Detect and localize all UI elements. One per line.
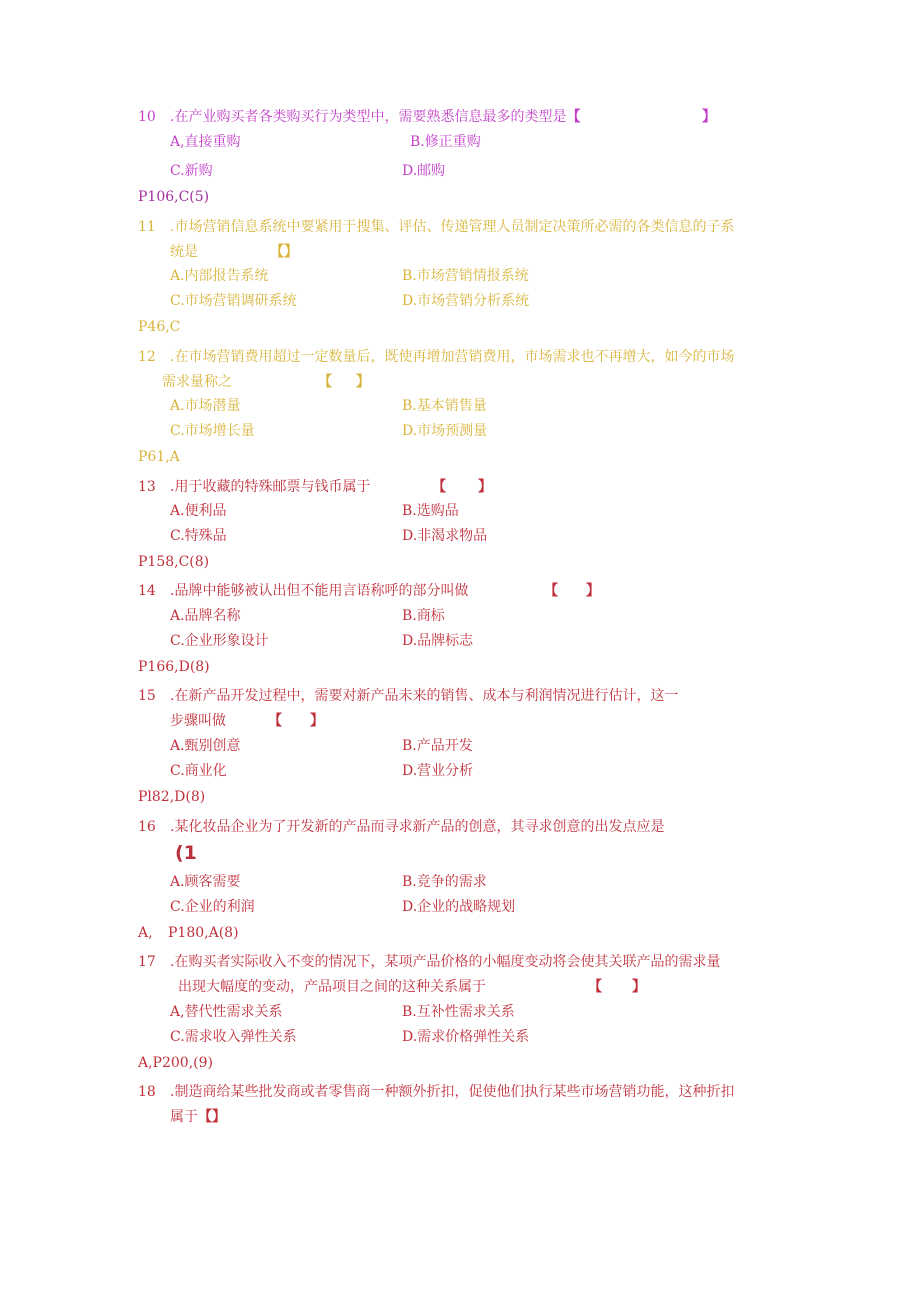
q11-option-c: C.市场营销调研系统: [170, 293, 297, 309]
q12-option-a: A.市场潜量: [170, 398, 241, 414]
q17-option-b: B.互补性需求关系: [402, 1004, 515, 1020]
q11-number: 11: [138, 219, 156, 235]
q17-option-c: C.需求收入弹性关系: [170, 1029, 297, 1045]
q18-text-1: .制造商给某些批发商或者零售商一种额外折扣，促使他们执行某些市场营销功能，这种折扣: [170, 1084, 735, 1100]
q10-bracket-open: 【: [566, 109, 581, 125]
q17-answer: A,P200,(9): [138, 1055, 213, 1071]
q12-bracket-close: 】: [356, 374, 370, 390]
q15-option-d: D.营业分析: [402, 763, 474, 779]
q13-option-d: D.非渴求物品: [402, 528, 488, 544]
q12-stem: [138, 348, 734, 366]
q14-answer: P166,D(8): [138, 659, 210, 675]
q13-bracket-close: 】: [478, 479, 492, 495]
q18-number: 18: [138, 1084, 156, 1100]
q10-text: .在产业购买者各类购买行为类型中，需要熟悉信息最多的类型是: [170, 109, 567, 125]
q14-option-a: A.品牌名称: [170, 608, 241, 624]
q10-option-c: C.新购: [170, 163, 213, 179]
q10-answer: P106,C(5): [138, 189, 210, 205]
q15-text-1: .在新产品开发过程中，需要对新产品未来的销售、成本与利润情况进行估计，这一: [170, 688, 679, 704]
q14-bracket-open: 【: [544, 583, 558, 599]
q14-option-d: D.品牌标志: [402, 633, 474, 649]
q12-option-d: D.市场预测量: [402, 423, 488, 439]
q16-option-d: D.企业的战略规划: [402, 899, 516, 915]
q11-stem-2: 统是: [170, 244, 198, 260]
q17-stem: [138, 953, 720, 971]
q10-bracket-close: 】: [702, 109, 716, 125]
q12-bracket-open: 【: [318, 374, 332, 390]
q13-bracket-open: 【: [432, 479, 446, 495]
q13-text: .用于收藏的特殊邮票与钱币属于: [170, 479, 371, 495]
q14-text: .品牌中能够被认出但不能用言语称呼的部分叫做: [170, 583, 469, 599]
q17-number: 17: [138, 954, 156, 970]
q16-option-c: C.企业的利润: [170, 899, 255, 915]
q16-bracket: (1: [175, 842, 197, 864]
q11-bracket: 【】: [270, 244, 298, 260]
q15-option-a: A.甄别创意: [170, 738, 241, 754]
q15-bracket-close: 】: [310, 713, 324, 729]
q10-option-a: A,直接重购: [170, 134, 241, 150]
q16-answer: P180,A(8): [168, 925, 239, 941]
q18-bracket: 【】: [198, 1109, 226, 1125]
q16-text: .某化妆品企业为了开发新的产品而寻求新产品的创意，其寻求创意的出发点应是: [170, 819, 665, 835]
q16-option-a: A.顾客需要: [170, 874, 241, 890]
q17-text-1: .在购买者实际收入不变的情况下，某项产品价格的小幅度变动将会使其关联产品的需求量: [170, 954, 721, 970]
q17-option-a: A,替代性需求关系: [170, 1004, 283, 1020]
q17-bracket-close: 】: [632, 979, 646, 995]
q17-bracket-open: 【: [588, 979, 602, 995]
q10-option-b: B.修正重购: [410, 134, 481, 150]
q12-answer: P61,A: [138, 449, 180, 465]
q13-option-c: C.特殊品: [170, 528, 227, 544]
q11-option-a: A.内部报告系统: [170, 268, 269, 284]
q11-option-b: B.市场营销情报系统: [402, 268, 529, 284]
q14-number: 14: [138, 583, 156, 599]
q12-option-b: B.基本销售量: [402, 398, 487, 414]
q12-option-c: C.市场增长量: [170, 423, 255, 439]
q15-stem-2: 步骤叫做: [170, 713, 226, 729]
q16-answer-prefix: A,: [138, 925, 153, 941]
q13-stem: [138, 478, 370, 496]
q10-option-d: D.邮购: [402, 163, 446, 179]
q15-answer: Pl82,D(8): [138, 789, 206, 805]
q13-answer: P158,C(8): [138, 554, 210, 570]
q17-stem-2: 出现大幅度的变动，产品项目之间的这种关系属于: [178, 979, 486, 995]
q16-option-b: B.竞争的需求: [402, 874, 487, 890]
q15-bracket-open: 【: [268, 713, 282, 729]
q12-stem-2: 需求量称之: [162, 374, 232, 390]
q12-text-1: .在市场营销费用超过一定数量后，既使再增加营销费用，市场需求也不再增大，如今的市场: [170, 349, 735, 365]
q18-stem-2: [170, 1108, 226, 1126]
q10-number: 10: [138, 109, 156, 125]
q12-number: 12: [138, 349, 156, 365]
q11-text-1: .市场营销信息系统中要紧用于搜集、评估、传递管理人员制定决策所必需的各类信息的子系: [170, 219, 735, 235]
q13-option-b: B.选购品: [402, 503, 459, 519]
q15-number: 15: [138, 688, 156, 704]
q10-stem: [138, 108, 580, 126]
q16-number: 16: [138, 819, 156, 835]
q15-stem: [138, 687, 678, 705]
q11-answer: P46,C: [138, 319, 181, 335]
q16-stem: [138, 818, 664, 836]
q13-option-a: A.便利品: [170, 503, 227, 519]
q17-option-d: D.需求价格弹性关系: [402, 1029, 530, 1045]
q14-option-c: C.企业形象设计: [170, 633, 269, 649]
q13-number: 13: [138, 479, 156, 495]
q18-text-2: 属于: [170, 1109, 198, 1125]
q15-option-b: B.产品开发: [402, 738, 473, 754]
q15-option-c: C.商业化: [170, 763, 227, 779]
q14-bracket-close: 】: [586, 583, 600, 599]
q18-stem: [138, 1083, 734, 1101]
q11-stem: [138, 218, 734, 236]
q11-option-d: D.市场营销分析系统: [402, 293, 530, 309]
q14-stem: [138, 582, 468, 600]
q14-option-b: B.商标: [402, 608, 445, 624]
